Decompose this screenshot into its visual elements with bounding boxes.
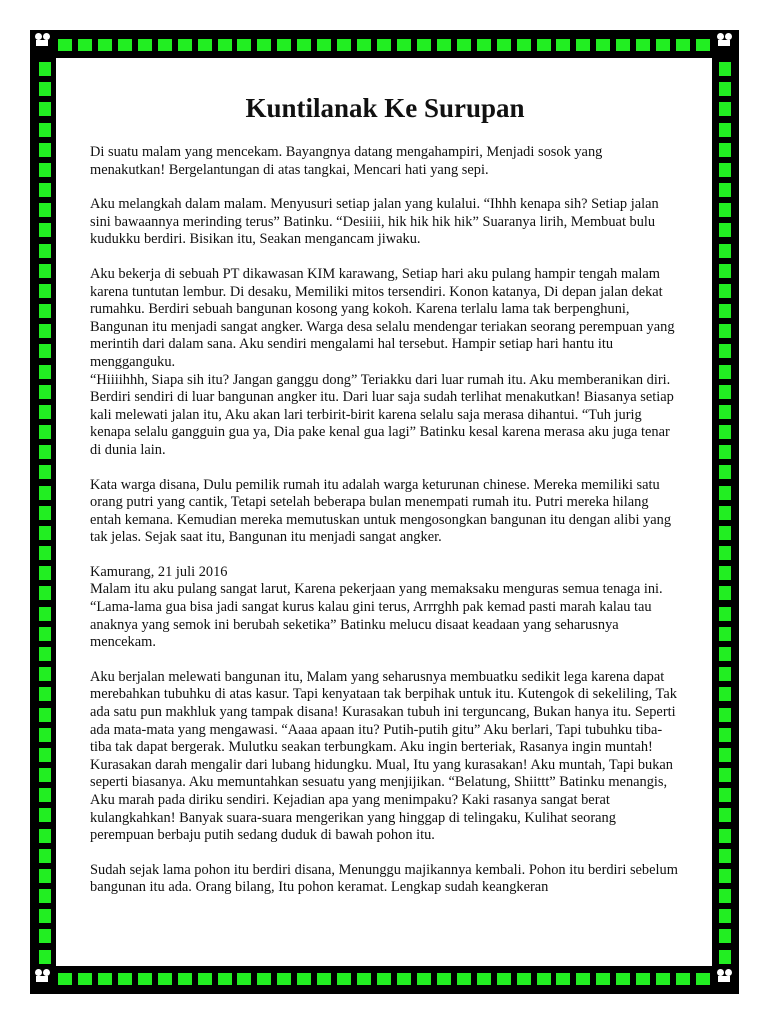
film-frame-cell bbox=[656, 39, 670, 51]
film-frame-cell bbox=[39, 445, 51, 459]
film-frame-cell bbox=[477, 973, 491, 985]
film-frame-cell bbox=[78, 39, 92, 51]
film-frame-cell bbox=[218, 973, 232, 985]
film-frame-cell bbox=[719, 82, 731, 96]
paragraph: Di suatu malam yang mencekam. Bayangnya datang mengahampiri, Menjadi sosok yang menakutkan! Bergelantungan di atas tangkai, Mencari hati yang sepi. bbox=[90, 144, 603, 178]
film-frame-cell bbox=[237, 39, 251, 51]
film-frame-cell bbox=[719, 768, 731, 782]
film-frame-cell bbox=[719, 486, 731, 500]
film-frame-cell bbox=[719, 708, 731, 722]
film-frame-cell bbox=[178, 39, 192, 51]
document-page bbox=[56, 58, 712, 966]
film-frame-cell bbox=[676, 973, 690, 985]
film-frame-cell bbox=[719, 748, 731, 762]
film-frame-cell bbox=[39, 788, 51, 802]
film-frame-cell bbox=[39, 768, 51, 782]
paragraph: “Hiiiihhh, Siapa sih itu? Jangan ganggu dong” Teriakku dari luar rumah itu. Aku memberanikan diri. Berdiri sendiri di luar bangunan angker itu. Dari luar saja sudah terlihat menakutkan! Biasanya setiap kali melewati jalan itu, Aku akan lari terbirit-birit karena selalu saja merasa dihantui. “Tuh jurig kenapa selalu gangguin gua ya, Dia pake kenal gua lagi” Batinku kesal karena merasa aku juga tenar di dunia lain. bbox=[90, 371, 674, 458]
film-frame-cell bbox=[719, 909, 731, 923]
film-frame-cell bbox=[596, 973, 610, 985]
film-frame-cell bbox=[656, 973, 670, 985]
film-frame-cell bbox=[317, 39, 331, 51]
film-camera-icon bbox=[714, 30, 736, 50]
film-frame-cell bbox=[719, 546, 731, 560]
film-frame-cell bbox=[719, 203, 731, 217]
film-frame-cell bbox=[39, 586, 51, 600]
film-frame-cell bbox=[39, 143, 51, 157]
film-frame-cell bbox=[198, 973, 212, 985]
film-frame-cell bbox=[616, 39, 630, 51]
film-frame-cell bbox=[39, 62, 51, 76]
film-frame-cell bbox=[636, 973, 650, 985]
film-frame-cell bbox=[39, 385, 51, 399]
film-frame-cell bbox=[719, 808, 731, 822]
film-frame-cell bbox=[719, 667, 731, 681]
film-frame-cell bbox=[719, 788, 731, 802]
film-frame-cell bbox=[277, 39, 291, 51]
film-frame-cell bbox=[39, 486, 51, 500]
film-frame-cell bbox=[636, 39, 650, 51]
film-frame-cell bbox=[39, 82, 51, 96]
film-frame-cell bbox=[719, 163, 731, 177]
film-frame-cell bbox=[39, 829, 51, 843]
film-frame-cell bbox=[696, 973, 710, 985]
paragraph: Kata warga disana, Dulu pemilik rumah itu adalah warga keturunan chinese. Mereka memiliki satu orang putri yang cantik, Tetapi setelah beberapa bulan menempati rumah itu. Putri mereka hilang entah kemana. Kemudian mereka memutuskan untuk mengosongkan bangunan itu dengan alibi yang tak jelas. Sejak saat itu, Bangunan itu menjadi sangat angker. bbox=[90, 476, 672, 546]
film-frame-cell bbox=[257, 973, 271, 985]
film-frame-cell bbox=[39, 284, 51, 298]
film-frame-cell bbox=[39, 465, 51, 479]
film-frame-cell bbox=[39, 627, 51, 641]
film-frame-cell bbox=[719, 869, 731, 883]
film-frame-cell bbox=[719, 365, 731, 379]
film-frame-cell bbox=[357, 39, 371, 51]
film-frame-cell bbox=[297, 973, 311, 985]
film-frame-cell bbox=[517, 39, 531, 51]
film-frame-cell bbox=[39, 607, 51, 621]
film-frame-cell bbox=[719, 123, 731, 137]
film-frame-cell bbox=[719, 62, 731, 76]
film-frame-cell bbox=[178, 973, 192, 985]
film-frame-cell bbox=[39, 566, 51, 580]
date-line: Kamurang, 21 juli 2016 bbox=[90, 563, 228, 580]
film-frame-cell bbox=[138, 39, 152, 51]
film-frame-cell bbox=[39, 365, 51, 379]
film-frame-cell bbox=[39, 425, 51, 439]
film-frame-cell bbox=[39, 324, 51, 338]
film-frame-cell bbox=[39, 526, 51, 540]
document-content bbox=[90, 92, 680, 914]
film-frame-cell bbox=[719, 445, 731, 459]
film-frame-cell bbox=[357, 973, 371, 985]
film-frame-cell bbox=[39, 748, 51, 762]
film-frame-cell bbox=[719, 586, 731, 600]
film-frame-cell bbox=[537, 973, 551, 985]
film-frame-cell bbox=[317, 973, 331, 985]
film-frame-cell bbox=[39, 304, 51, 318]
film-frame-cell bbox=[39, 264, 51, 278]
film-frame-cell bbox=[39, 929, 51, 943]
film-frame-cell bbox=[58, 39, 72, 51]
film-frame-cell bbox=[497, 39, 511, 51]
film-frame-cell bbox=[297, 39, 311, 51]
film-frame-cell bbox=[719, 687, 731, 701]
document-title: Kuntilanak Ke Surupan bbox=[245, 93, 525, 123]
paragraph: Aku melangkah dalam malam. Menyusuri setiap jalan yang kulalui. “Ihhh kenapa sih? Setiap jalan sini bawaannya merinding terus” Batinku. “Desiiii, hik hik hik hik” Suaranya lirih, Membuat bulu kudukku berdiri. Bisikan itu, Seakan mengancam jiwaku. bbox=[90, 196, 659, 248]
film-frame-cell bbox=[138, 973, 152, 985]
film-frame-cell bbox=[78, 973, 92, 985]
film-frame-cell bbox=[719, 244, 731, 258]
film-frame-cell bbox=[719, 849, 731, 863]
film-frame-cell bbox=[39, 647, 51, 661]
film-frame-cell bbox=[719, 264, 731, 278]
film-frame-cell bbox=[39, 163, 51, 177]
film-frame-cell bbox=[457, 39, 471, 51]
film-frame-cell bbox=[719, 929, 731, 943]
film-frame-cell bbox=[39, 123, 51, 137]
film-frame-cell bbox=[39, 183, 51, 197]
film-frame-cell bbox=[337, 973, 351, 985]
film-frame-cell bbox=[198, 39, 212, 51]
film-frame-cell bbox=[576, 39, 590, 51]
film-frame-cell bbox=[39, 344, 51, 358]
film-frame-cell bbox=[719, 304, 731, 318]
film-frame-cell bbox=[719, 889, 731, 903]
film-frame-cell bbox=[39, 244, 51, 258]
film-frame-cell bbox=[39, 687, 51, 701]
paragraph: Malam itu aku pulang sangat larut, Karena pekerjaan yang memaksaku menguras semua tenaga ini. “Lama-lama gua bisa jadi sangat kurus kalau gini terus, Arrrghh pak kemad pasti marah kalau tau anaknya yang semok ini berubah seketika” Batinku melucu disaat keadaan yang seharusnya mencekam. bbox=[90, 581, 663, 651]
film-frame-cell bbox=[277, 973, 291, 985]
film-frame-cell bbox=[719, 465, 731, 479]
film-camera-icon bbox=[32, 30, 54, 50]
film-frame-cell bbox=[337, 39, 351, 51]
film-frame-cell bbox=[397, 973, 411, 985]
film-strip-bottom bbox=[56, 970, 712, 988]
paragraph: Sudah sejak lama pohon itu berdiri disana, Menunggu majikannya kembali. Pohon itu berdiri sebelum bangunan itu ada. Orang bilang, Itu pohon keramat. Lengkap sudah keangkeran bbox=[90, 861, 678, 896]
film-frame-cell bbox=[98, 973, 112, 985]
paragraph: Aku berjalan melewati bangunan itu, Malam yang seharusnya membuatku sedikit lega karena dapat merebahkan tubuhku di atas kasur. Tapi kenyataan tak berpihak untuk itu. Kutengok di sekeliling, Tak ada satu pun makhluk yang tampak disana! Kurasakan tubuh ini terguncang, Bukan hanya itu. Seperti ada mata-mata yang mengawasi. “Aaaa apaan itu? Putih-putih gitu” Aku berlari, Tapi tubuhku tiba-tiba tak dapat bergerak. Mulutku seakan terbungkam. Aku ingin berteriak, Rasanya ingin muntah! Kurasakan darah mengalir dari lubang hidungku. Mual, Itu yang kurasakan! Aku muntah, Tapi bukan seperti biasanya. Aku memuntahkan sesuatu yang menjijikan. “Belatung, Shiittt” Batinku menangis, Aku marah pada diriku sendiri. Kejadian apa yang menimpaku? Kaki rasanya sangat berat kulangkahkan! Banyak suara-suara mengerikan yang hinggap di telingaku, Kulihat seorang perempuan berbaju putih sedang duduk di bawah pohon itu. bbox=[90, 668, 677, 844]
film-frame-cell bbox=[237, 973, 251, 985]
film-frame-cell bbox=[537, 39, 551, 51]
film-frame-cell bbox=[39, 909, 51, 923]
film-strip-right bbox=[716, 60, 734, 966]
film-frame-cell bbox=[719, 506, 731, 520]
film-frame-cell bbox=[437, 39, 451, 51]
film-frame-cell bbox=[676, 39, 690, 51]
film-frame-cell bbox=[39, 405, 51, 419]
film-frame-cell bbox=[39, 667, 51, 681]
film-frame-cell bbox=[719, 405, 731, 419]
film-frame-cell bbox=[39, 708, 51, 722]
film-frame-cell bbox=[719, 627, 731, 641]
film-frame-cell bbox=[39, 950, 51, 964]
film-frame-cell bbox=[39, 728, 51, 742]
film-frame-cell bbox=[719, 143, 731, 157]
film-frame-cell bbox=[696, 39, 710, 51]
film-frame-cell bbox=[39, 546, 51, 560]
film-frame-cell bbox=[719, 183, 731, 197]
film-frame-cell bbox=[39, 506, 51, 520]
film-frame-cell bbox=[118, 973, 132, 985]
film-frame-cell bbox=[497, 973, 511, 985]
film-frame-cell bbox=[39, 849, 51, 863]
film-camera-icon bbox=[714, 966, 736, 986]
film-frame-cell bbox=[719, 829, 731, 843]
film-frame-cell bbox=[719, 526, 731, 540]
film-frame-cell bbox=[457, 973, 471, 985]
film-frame-cell bbox=[118, 39, 132, 51]
film-frame-cell bbox=[39, 889, 51, 903]
film-frame-cell bbox=[39, 102, 51, 116]
film-frame-cell bbox=[39, 203, 51, 217]
film-frame-cell bbox=[39, 223, 51, 237]
film-frame-cell bbox=[98, 39, 112, 51]
film-strip-top bbox=[56, 36, 712, 54]
film-frame-cell bbox=[719, 425, 731, 439]
film-frame-cell bbox=[58, 973, 72, 985]
film-frame-cell bbox=[719, 647, 731, 661]
film-frame-cell bbox=[218, 39, 232, 51]
film-frame-cell bbox=[377, 39, 391, 51]
film-frame-cell bbox=[517, 973, 531, 985]
film-frame-cell bbox=[719, 385, 731, 399]
film-frame-cell bbox=[556, 973, 570, 985]
film-frame-cell bbox=[719, 950, 731, 964]
film-camera-icon bbox=[32, 966, 54, 986]
film-frame-cell bbox=[719, 728, 731, 742]
film-frame-cell bbox=[39, 869, 51, 883]
film-frame-cell bbox=[719, 223, 731, 237]
film-frame-cell bbox=[596, 39, 610, 51]
film-frame-cell bbox=[719, 344, 731, 358]
film-frame-cell bbox=[719, 102, 731, 116]
film-frame-cell bbox=[719, 566, 731, 580]
film-frame-cell bbox=[158, 39, 172, 51]
film-frame-cell bbox=[417, 973, 431, 985]
film-frame-cell bbox=[158, 973, 172, 985]
film-frame-cell bbox=[417, 39, 431, 51]
film-frame-cell bbox=[377, 973, 391, 985]
film-frame-cell bbox=[719, 284, 731, 298]
film-frame-cell bbox=[576, 973, 590, 985]
film-frame-cell bbox=[556, 39, 570, 51]
film-frame-cell bbox=[437, 973, 451, 985]
film-strip-left bbox=[36, 60, 54, 966]
film-frame-cell bbox=[719, 324, 731, 338]
film-frame-cell bbox=[39, 808, 51, 822]
film-frame-cell bbox=[477, 39, 491, 51]
film-frame-cell bbox=[616, 973, 630, 985]
film-frame-cell bbox=[397, 39, 411, 51]
film-frame-cell bbox=[257, 39, 271, 51]
film-frame-cell bbox=[719, 607, 731, 621]
paragraph: Aku bekerja di sebuah PT dikawasan KIM karawang, Setiap hari aku pulang hampir tengah malam karena tuntutan lembur. Di desaku, Memiliki mitos tersendiri. Konon katanya, Di depan jalan dekat rumahku. Berdiri sebuah bangunan kosong yang kokoh. Karena terlalu lama tak berpenghuni, Bangunan itu menjadi sangat angker. Warga desa selalu mendengar teriakan seorang perempuan yang merintih dari dalam sana. Aku sendiri mengalami hal tersebut. Hampir setiap hari hantu itu mengganguku. bbox=[90, 265, 675, 370]
